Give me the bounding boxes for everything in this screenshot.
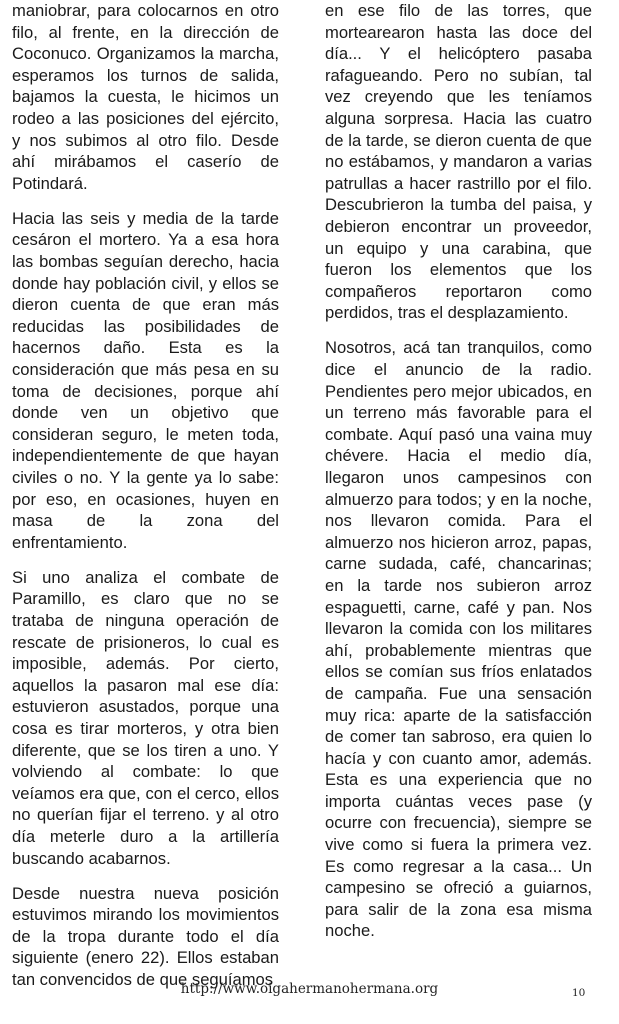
page-number: 10	[572, 987, 586, 999]
left-text-column	[12, 0, 279, 1004]
paragraph: Nosotros, acá tan tranquilos, como dice el anuncio de la radio. Pendientes pero mejor ubicados, en un terreno más favorable para el combate. Aquí pasó una vaina muy chévere. Hacia el medio día, llegaron unos campesinos con almuerzo para todos; y en la noche, nos llevaron comida. Para el almuerzo nos hicieron arroz, papas, carne sudada, café, chancarinas; en la tarde nos subieron arroz espaguetti, carne, café y pan. Nos llevaron la comida con los militares ahí, probablemente mientras que ellos se comían sus fríos enlatados de campaña. Fue una sensación muy rica: aparte de la satisfacción de comer tan sabroso, era quien lo hacía y con cuanto amor, además. Esta es una experiencia que no importa cuántas veces pase (y ocurre con frecuencia), siempre se vive como si fuera la primera vez. Es como regresar a la casa... Un campesino se ofreció a guiarnos, para salir de la zona esa misma noche.	[325, 338, 592, 941]
paragraph: Hacia las seis y media de la tarde cesáron el mortero. Ya a esa hora las bombas seguían derecho, hacia donde hay población civil, y ellos se dieron cuenta de que eran más reducidas las posibilidades de hacernos daño. Esta es la consideración que más pesa en su toma de decisiones, porque ahí donde ven un objetivo que consideran seguro, le meten toda, independientemente de que hayan civiles o no. Y la gente ya lo sabe: por eso, en ocasiones, huyen en masa de la zona del enfrentamiento.	[12, 208, 279, 552]
right-text-column	[325, 0, 592, 956]
paragraph: Si uno analiza el combate de Paramillo, es claro que no se trataba de ninguna operación de rescate de prisioneros, lo cual es imposible, además. Por cierto, aquellos la pasaron mal ese día: estuvieron asustados, porque una cosa es tirar morteros, y otra bien diferente, que se los tiren a uno. Y volviendo al combate: lo que veíamos era que, con el cerco, ellos no querían fijar el terreno. y al otro día meterle duro a la artillería buscando acabarnos.	[12, 567, 279, 868]
paragraph: Desde nuestra nueva posición estuvimos mirando los movimientos de la tropa durante todo el día siguiente (enero 22). Ellos estaban tan convencidos de que seguíamos	[12, 883, 279, 990]
paragraph: maniobrar, para colocarnos en otro filo, al frente, en la dirección de Coconuco. Organizamos la marcha, esperamos los turnos de salida, bajamos la cuesta, le hicimos un rodeo a las posiciones del ejército, y nos subimos al otro filo. Desde ahí mirábamos el caserío de Potindará.	[12, 1, 279, 193]
footer-url-link[interactable]: http://www.oigahermanohermana.org	[180, 981, 439, 997]
paragraph: en ese filo de las torres, que mortearearon hasta las doce del día... Y el helicóptero pasaba rafagueando. Pero no subían, tal vez creyendo que les teníamos alguna sorpresa. Hacia las cuatro de la tarde, se dieron cuenta de que no estábamos, y mandaron a varias patrullas a hacer rastrillo por el filo. Descubrieron la tumba del paisa, y debieron encontrar un proveedor, un equipo y una carabina, que fueron los elementos que los compañeros reportaron como perdidos, tras el desplazamiento.	[325, 1, 592, 323]
